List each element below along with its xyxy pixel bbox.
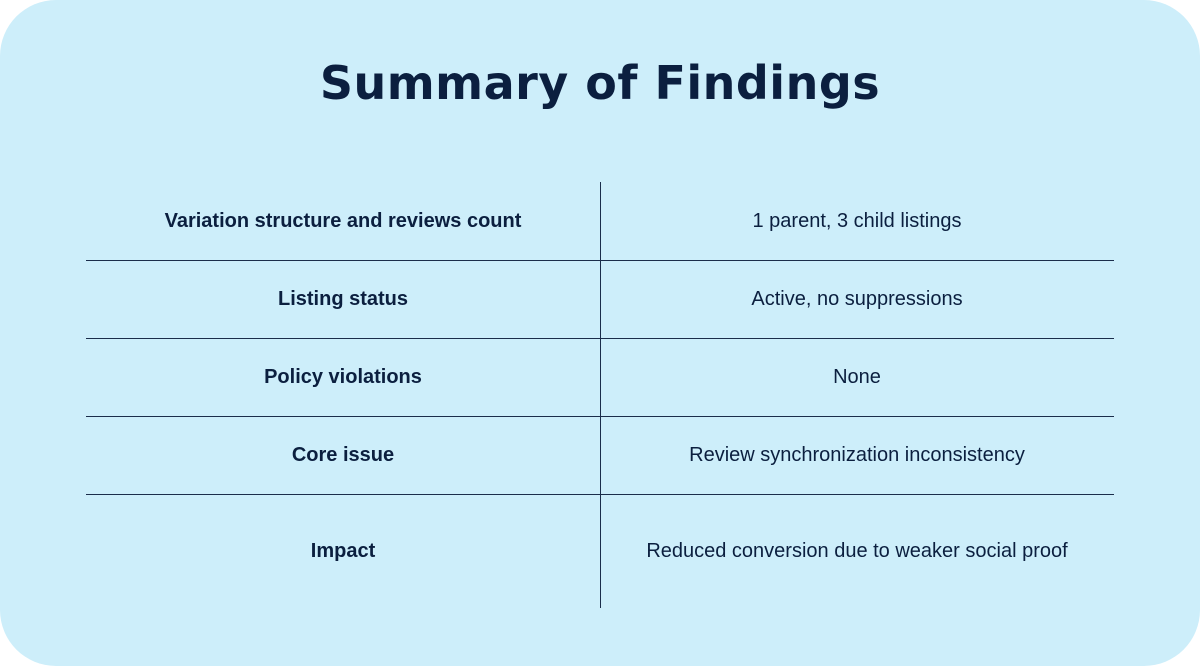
page-title: Summary of Findings <box>319 56 881 110</box>
row-value: 1 parent, 3 child listings <box>752 209 962 232</box>
row-value: Reduced conversion due to weaker social proof <box>646 540 1068 562</box>
row-label: Impact <box>310 540 376 562</box>
table-row <box>86 495 1114 608</box>
table-row <box>86 261 1114 339</box>
table-row <box>86 339 1114 417</box>
row-value: Review synchronization inconsistency <box>689 444 1025 466</box>
row-label: Variation structure and reviews count <box>164 209 522 232</box>
findings-table <box>86 182 1114 608</box>
table-row <box>86 182 1114 261</box>
row-value: Active, no suppressions <box>751 288 963 310</box>
table-row <box>86 417 1114 495</box>
row-label: Policy violations <box>264 366 422 388</box>
row-label: Listing status <box>277 288 408 310</box>
row-label: Core issue <box>291 444 395 466</box>
row-value: None <box>833 366 881 388</box>
